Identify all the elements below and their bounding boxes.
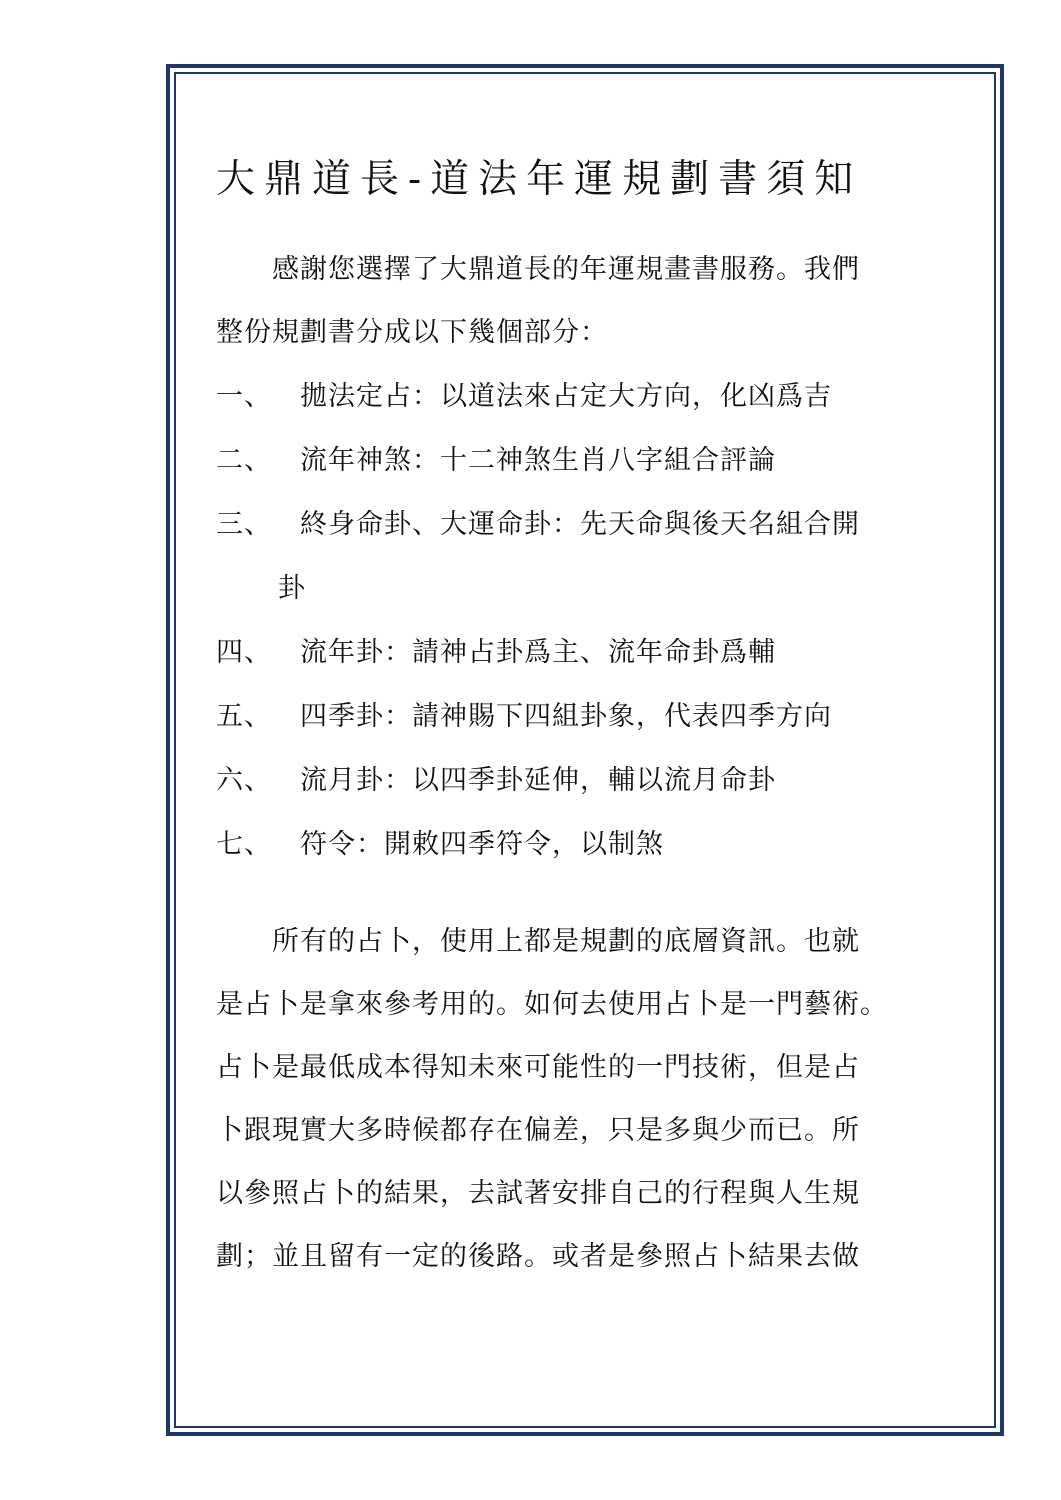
document-title: 大鼎道長-道法年運規劃書須知	[216, 157, 863, 202]
paragraph-line-1: 所有的占卜，使用上都是規劃的底層資訊。也就	[272, 926, 860, 957]
list-item-number: 五、	[216, 701, 272, 732]
list-item-5	[216, 697, 986, 737]
list-item-number: 六、	[216, 765, 272, 796]
list-item-number: 四、	[216, 637, 272, 668]
paragraph-line-2: 是占卜是拿來參考用的。如何去使用占卜是一門藝術。	[216, 989, 888, 1020]
paragraph-line-4: 卜跟現實大多時候都存在偏差，只是多與少而已。所	[216, 1115, 860, 1146]
list-item-text: 終身命卦、大運命卦：先天命與後天名組合開	[300, 509, 860, 540]
paragraph-line-5: 以參照占卜的結果，去試著安排自己的行程與人生規	[216, 1178, 860, 1209]
list-item-7	[216, 825, 986, 865]
list-item-number: 三、	[216, 509, 272, 540]
list-item-text: 拋法定占：以道法來占定大方向，化凶爲吉	[300, 381, 832, 412]
list-item-number: 七、	[216, 829, 272, 860]
list-item-3	[216, 505, 986, 545]
paragraph-line-6: 劃；並且留有一定的後路。或者是參照占卜結果去做	[216, 1241, 860, 1272]
list-item-3-continuation: 卦	[278, 573, 306, 604]
list-item-text: 流年神煞：十二神煞生肖八字組合評論	[300, 445, 776, 476]
list-item-text: 符令：開敕四季符令，以制煞	[300, 829, 664, 860]
list-item-text: 四季卦：請神賜下四組卦象，代表四季方向	[300, 701, 832, 732]
list-item-6	[216, 761, 986, 801]
intro-line-1: 感謝您選擇了大鼎道長的年運規畫書服務。我們	[272, 254, 860, 285]
list-item-number: 二、	[216, 445, 272, 476]
list-item-text: 流年卦：請神占卦爲主、流年命卦爲輔	[300, 637, 776, 668]
list-item-text: 流月卦：以四季卦延伸，輔以流月命卦	[300, 765, 776, 796]
paragraph-line-3: 占卜是最低成本得知未來可能性的一門技術，但是占	[216, 1052, 860, 1083]
list-item-2	[216, 441, 986, 481]
list-item-1	[216, 377, 986, 417]
list-item-4	[216, 633, 986, 673]
intro-line-2: 整份規劃書分成以下幾個部分：	[216, 317, 608, 348]
list-item-number: 一、	[216, 381, 272, 412]
